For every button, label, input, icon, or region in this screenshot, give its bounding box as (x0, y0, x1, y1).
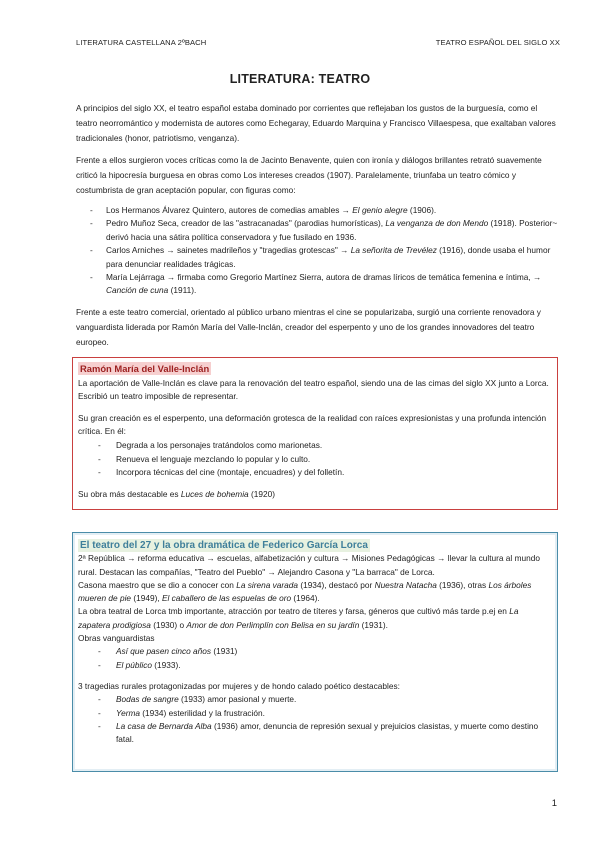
valle-p1: La aportación de Valle-Inclán es clave para la renovación del teatro español, siendo una de las cimas del siglo XX junto a Lorca. Escribió un teatro imposible de representar. (78, 377, 549, 402)
authors-list (76, 204, 558, 298)
lorca-p1: 2ª República → reforma educativa → escuelas, alfabetización y cultura → Misiones Pedagógicas → llevar la cultura al mundo rural. Destacan las compañías, "Teatro del Pueblo" → Alejandro Casona y "La barraca" de Lorca. (78, 553, 540, 577)
list-item: - El público (1933). (78, 659, 552, 672)
lorca-box (72, 532, 558, 772)
lorca-theatre-paragraph: La obra teatral de Lorca tmb importante, atracción por teatro de títeres y farsa, géneros que cultivó más tarde p.ej en La zapatera prodigiosa (1930) o Amor de don Perlimplín con Belisa en su jardín (1931). (78, 606, 519, 630)
page-title: LITERATURA: TEATRO (229, 72, 371, 86)
list-item: - Bodas de sangre (1933) amor pasional y muerte. (78, 693, 552, 706)
intro-paragraph: A principios del siglo XX, el teatro español estaba dominado por corrientes que reflejaban los gustos de la burguesía, como el teatro neorromántico y modernista de autores como Echegaray, Eduardo Marquina y Francisco Villaespesa, que exaltaban valores tradicionales (honor, patriotismo, venganza). (76, 103, 556, 143)
list-item: - Pedro Muñoz Seca, creador de las "astracanadas" (parodias humorísticas), La venganza de don Mendo (1918). Posterior~ derivó hacia una sátira política conservadora y fue fusilado en 1936. (76, 217, 558, 244)
list-item: - Renueva el lenguaje mezclando lo popular y lo culto. (78, 453, 552, 467)
page-number: 1 (551, 798, 557, 809)
header-right: TEATRO ESPAÑOL DEL SIGLO XX (435, 38, 560, 47)
esperpento-list (78, 439, 552, 480)
valle-inclan-box (72, 357, 558, 510)
list-item: - María Lejárraga → firmaba como Gregorio Martínez Sierra, autora de dramas líricos de temática femenina e íntima, → Canción de cuna (1911). (76, 271, 558, 298)
list-item: - Carlos Arniches → sainetes madrileños y "tragedias grotescas" → La señorita de Trevélez (1916), donde usaba el humor para denunciar realidades trágicas. (76, 244, 558, 271)
tragedies-label: 3 tragedias rurales protagonizadas por mujeres y de hondo calado poético destacables: (78, 680, 400, 691)
list-item: - Los Hermanos Álvarez Quintero, autores de comedias amables → El genio alegre (1906). (76, 204, 558, 217)
list-item: - Yerma (1934) esterilidad y la frustración. (78, 707, 552, 720)
valle-p3: Su obra más destacable es Luces de bohemia (1920) (78, 488, 275, 499)
valle-box-title: Ramón María del Valle-Inclán (80, 363, 210, 374)
list-item: - Incorpora técnicas del cine (montaje, encuadres) y del folletín. (78, 466, 552, 480)
list-item: - La casa de Bernarda Alba (1936) amor, denuncia de represión sexual y prejuicios clasistas, y muerte como destino fatal. (78, 720, 552, 747)
vanguard-paragraph: Frente a este teatro comercial, orientado al público urbano mientras el cine se popularizaba, surgió una corriente renovadora y vanguardista liderada por Ramón María del Valle-Inclán, creador del esperpento y uno de los grandes innovadores del teatro europeo. (76, 307, 541, 347)
list-item: - Así que pasen cinco años (1931) (78, 645, 552, 658)
tragedies-list (78, 693, 552, 746)
valle-p2: Su gran creación es el esperpento, una deformación grotesca de la realidad con raíces expresionistas y una profunda intención crítica. En él: (78, 412, 547, 437)
lorca-box-title: El teatro del 27 y la obra dramática de Federico García Lorca (80, 540, 368, 551)
list-item: - Degrada a los personajes tratándolos como marionetas. (78, 439, 552, 453)
casona-paragraph: Casona maestro que se dio a conocer con La sirena varada (1934), destacó por Nuestra Natacha (1936), otras Los árboles mueren de pie (1949), El caballero de las espuelas de oro (1964). (78, 579, 532, 604)
vanguard-works-list (78, 645, 552, 672)
critics-paragraph: Frente a ellos surgieron voces críticas como la de Jacinto Benavente, quien con ironía y diálogos brillantes retrató suavemente criticó la hipocresía burguesa en obras como Los intereses creados (1907). Paralelamente, triunfaba un teatro cómico y costumbrista de gran aceptación popular, con figuras como: (76, 155, 542, 195)
vanguard-label: Obras vanguardistas (78, 633, 155, 644)
header-left: LITERATURA CASTELLANA 2ºBACH (76, 38, 207, 47)
